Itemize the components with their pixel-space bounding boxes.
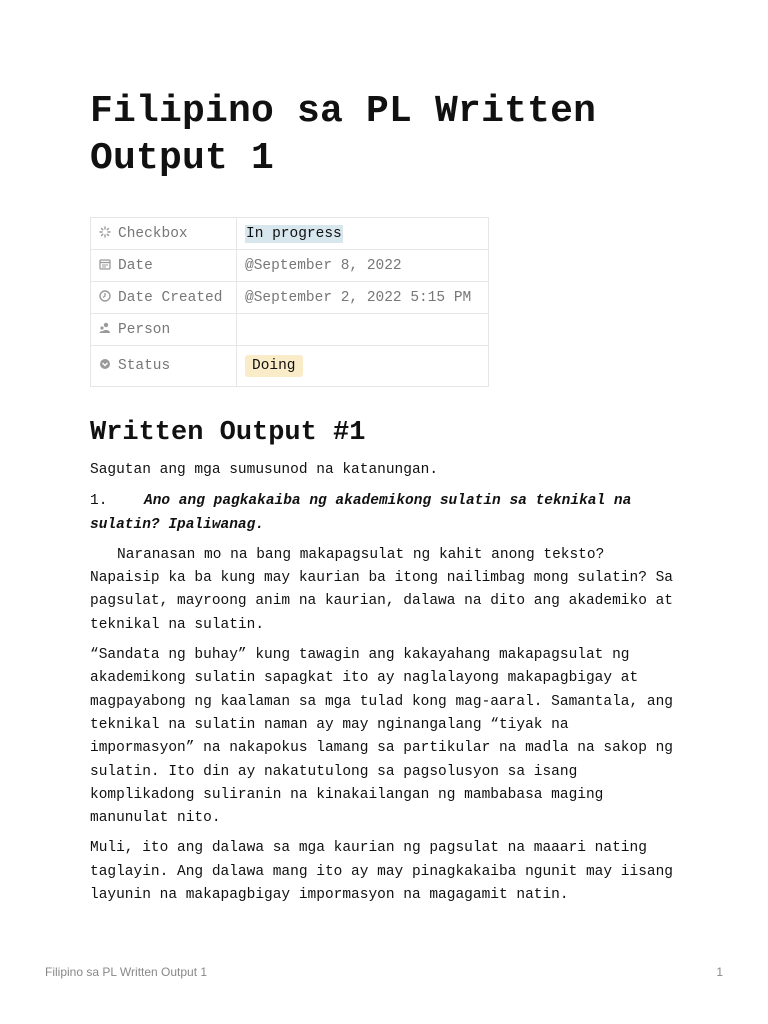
page-title: Filipino sa PL Written Output 1 [90,90,597,180]
document-page [90,88,680,907]
clock-icon [99,290,111,302]
section-heading: Written Output #1 [90,418,366,448]
properties-table [90,217,489,387]
property-value[interactable] [237,218,489,250]
property-value[interactable] [237,346,489,387]
property-key [91,282,237,314]
answer-paragraph: Muli, ito ang dalawa sa mga kaurian ng pagsulat na maaari nating taglayin. Ang dalawa mang ito ay may pinagkakaiba ngunit may iisang layunin na makapagbigay impormasyon na magagamit natin. [90,840,673,904]
property-key [91,218,237,250]
answer-paragraph: “Sandata ng buhay” kung tawagin ang kakayahang makapagsulat ng akademikong sulatin sapagkat ito ay naglalayong makapagbigay at magpayabong ng kaalaman sa mga tulad kong mag-aaral. Samantala, ang teknikal na sulatin naman ay may nginangalang “tiyak na impormasyon” na nakapokus lamang sa partikular na madla na sakop ng sulatin. Ito din ay nakatutulong sa pagsolusyon sa isang komplikadong suliranin na kinakailangan ng mambabasa maging manunulat nito. [90,647,673,827]
calendar-icon [99,258,111,270]
status-icon [99,358,111,370]
person-icon [99,322,111,334]
property-value[interactable] [237,314,489,346]
in-progress-tag: In progress [246,225,342,242]
answer-paragraph: Naranasan mo na bang makapagsulat ng kahit anong teksto? Napaisip ka ba kung may kaurian ba itong nailimbag mong sulatin? Sa pagsulat, mayroong anim na kaurian, dalawa na dito ang akademiko at teknikal na sulatin. [90,546,673,633]
question-item [90,490,680,537]
page-number: 1 [716,965,723,979]
property-row-checkbox [91,218,489,250]
property-key [91,250,237,282]
property-key [91,314,237,346]
footer-title: Filipino sa PL Written Output 1 [45,965,208,979]
property-row-status [91,346,489,387]
property-key [91,346,237,387]
loading-icon [99,226,111,238]
property-value[interactable]: @September 8, 2022 [237,250,489,282]
property-row-date-created [91,282,489,314]
intro-text: Sagutan ang mga sumusunod na katanungan. [90,462,439,478]
property-key-label: Checkbox [118,225,188,242]
property-key-label: Date [118,257,153,274]
property-key-label: Status [118,358,171,374]
property-value[interactable]: @September 2, 2022 5:15 PM [237,282,489,314]
property-row-date [91,250,489,282]
question-text: Ano ang pagkakaiba ng akademikong sulatin sa teknikal na sulatin? Ipaliwanag. [90,493,632,533]
property-key-label: Person [118,321,171,338]
doing-tag: Doing [245,355,303,377]
property-key-label: Date Created [118,289,223,306]
question-number: 1. [90,493,108,510]
property-row-person [91,314,489,346]
